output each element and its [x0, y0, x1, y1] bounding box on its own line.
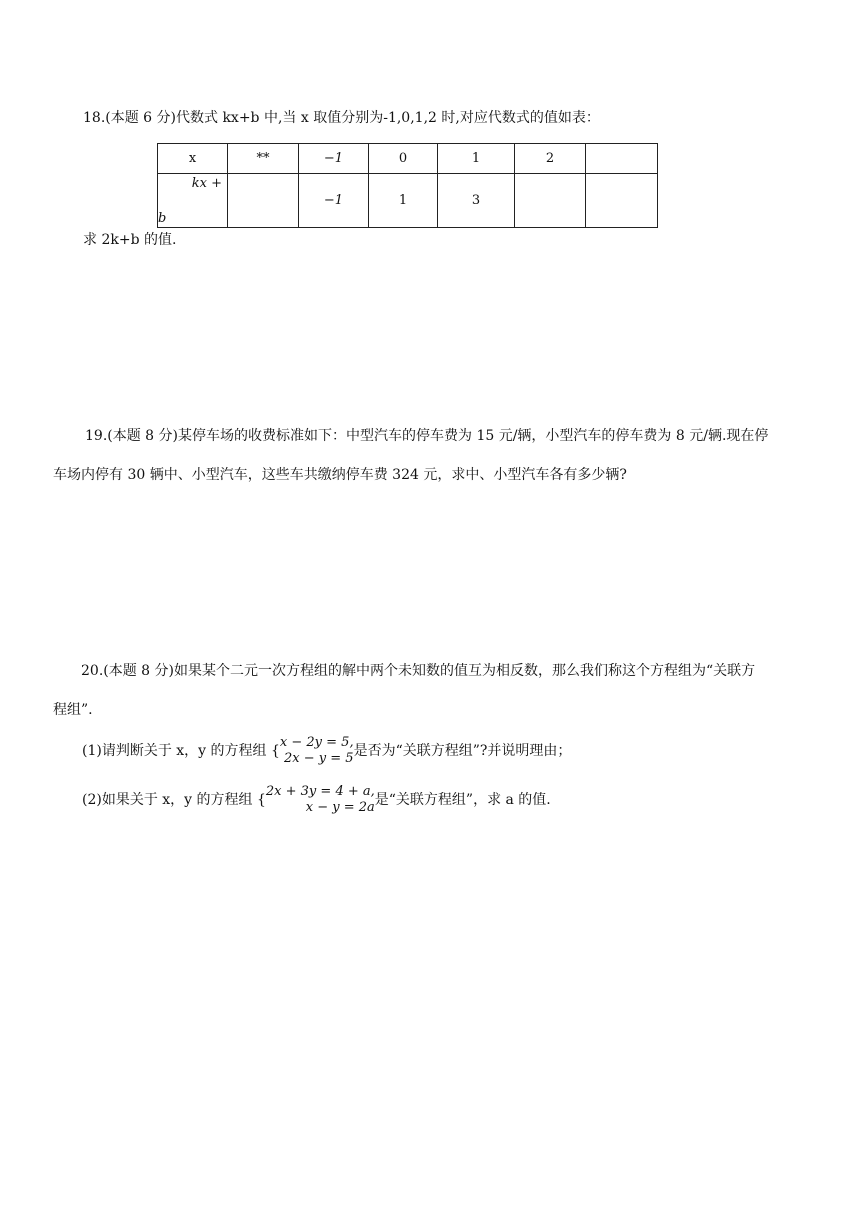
table-cell-x-0: 0: [369, 144, 438, 174]
table-row-x: [158, 144, 658, 174]
table-cell-placeholder: **: [228, 144, 299, 174]
expression-label-top: kx +: [191, 176, 222, 191]
part-1-suffix: 是否为“关联方程组”?并说明理由；: [353, 743, 572, 759]
table-cell-value-3: 3: [438, 174, 515, 228]
expression-label-bottom: b: [158, 211, 167, 226]
table-cell-x-2: 2: [515, 144, 586, 174]
question-20-line-2: 程组”.: [53, 702, 93, 718]
part-2-suffix: 是“关联方程组”，求 a 的值.: [374, 792, 551, 808]
equation-1-2: 2x − y = 5: [284, 751, 354, 766]
equation-2-2: x − y = 2a: [305, 800, 375, 815]
equation-system-2: [266, 784, 375, 816]
part-2-prefix: (2)如果关于 x，y 的方程组 {: [82, 792, 266, 808]
equation-system-1: [280, 735, 354, 767]
table-cell-x-label: x: [158, 144, 228, 174]
question-20-line-1: 20.(本题 8 分)如果某个二元一次方程组的解中两个未知数的值互为相反数，那么我们称这个方程组为“关联方: [81, 663, 756, 679]
part-1-prefix: (1)请判断关于 x，y 的方程组 {: [82, 743, 280, 759]
table-cell-value-neg1: −1: [299, 174, 369, 228]
table-cell-empty: [586, 174, 658, 228]
table-cell-empty: [228, 174, 299, 228]
table-cell-expression-label: [158, 174, 228, 228]
table-cell-x-neg1: −1: [299, 144, 369, 174]
question-18-ask: 求 2k+b 的值.: [83, 232, 177, 248]
table-cell-empty: [586, 144, 658, 174]
question-19-line-1: 19.(本题 8 分)某停车场的收费标准如下：中型汽车的停车费为 15 元/辆，小型汽车的停车费为 8 元/辆.现在停: [85, 428, 769, 444]
question-20-part-1: [82, 735, 571, 767]
equation-1-1: x − 2y = 5,: [279, 735, 354, 750]
table-cell-x-1: 1: [438, 144, 515, 174]
question-19-line-2: 车场内停有 30 辆中、小型汽车，这些车共缴纳停车费 324 元，求中、小型汽车各有多少辆?: [53, 467, 627, 483]
question-20-part-2: [82, 784, 551, 816]
question-18-stem: 18.(本题 6 分)代数式 kx+b 中,当 x 取值分别为-1,0,1,2 时,对应代数式的值如表：: [83, 110, 600, 126]
equation-2-1: 2x + 3y = 4 + a,: [265, 784, 375, 799]
table-row-kx-b: [158, 174, 658, 228]
value-table: [157, 143, 658, 228]
table-cell-empty: [515, 174, 586, 228]
table-cell-value-1: 1: [369, 174, 438, 228]
